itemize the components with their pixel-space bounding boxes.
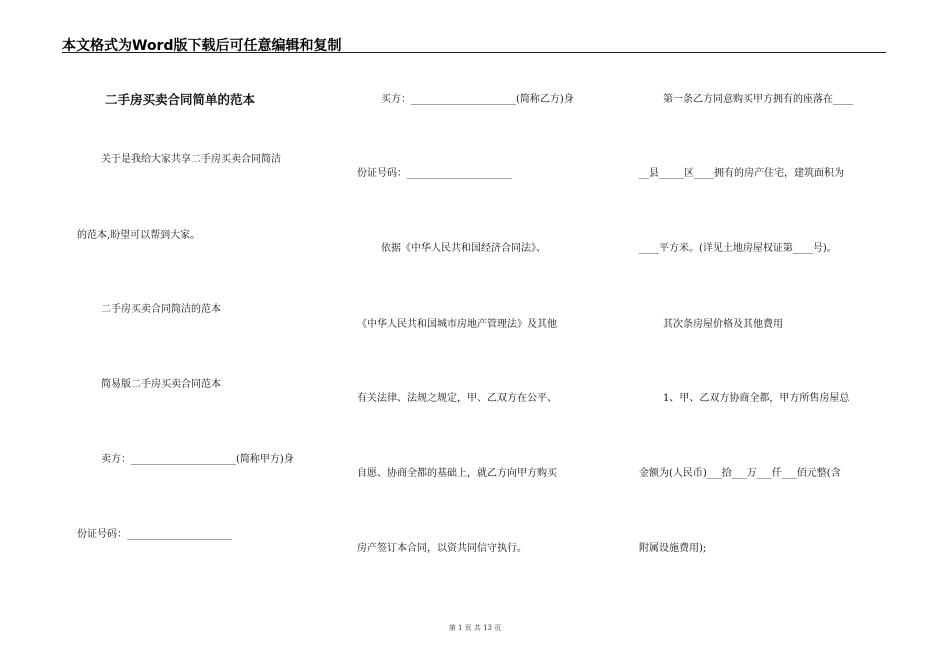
- paragraph-line: 房产签订本合同，以资共同信守执行。: [357, 543, 527, 554]
- paragraph-line: 简易版二手房买卖合同范本: [101, 379, 221, 390]
- paragraph-line: 关于是我给大家共享二手房买卖合同简洁: [101, 154, 281, 165]
- page-number: 第 1 页 共 13 页: [448, 624, 502, 632]
- paragraph-line: __县_____区____拥有的房产住宅，建筑面积为: [639, 168, 844, 179]
- seller-field: 卖方：_____________________(简称甲方)身: [101, 454, 294, 465]
- paragraph-line: 《中华人民共和国城市房地产管理法》及其他: [357, 319, 557, 330]
- column-2: [357, 0, 622, 672]
- paragraph-line: 二手房买卖合同简洁的范本: [101, 304, 221, 315]
- article-2-heading: 其次条房屋价格及其他费用: [663, 319, 783, 330]
- paragraph-line: ____平方米。(详见土地房屋权证第____号)。: [639, 243, 837, 254]
- id-number-field: 份证号码：_____________________: [357, 168, 512, 179]
- paragraph-line: 依据《中华人民共和国经济合同法》、: [381, 243, 546, 254]
- paragraph-line: 1、甲、乙双方协商全都，甲方所售房屋总: [663, 393, 850, 404]
- paragraph-line: 金额为(人民币)___拾___万___仟___佰元整(含: [639, 468, 841, 479]
- column-1: [77, 0, 342, 672]
- paragraph-line: 有关法律、法规之规定，甲、乙双方在公平、: [357, 393, 557, 404]
- buyer-field: 买方：_____________________(简称乙方)身: [381, 94, 574, 105]
- document-title: 二手房买卖合同简单的范本: [105, 92, 256, 107]
- column-3: [639, 0, 909, 672]
- paragraph-line: 自愿、协商全都的基础上，就乙方向甲方购买: [357, 468, 557, 479]
- article-1-line: 第一条乙方同意购买甲方拥有的座落在____: [663, 94, 853, 105]
- paragraph-line: 附属设施费用);: [639, 543, 707, 554]
- header-text: 本文格式为Word版下载后可任意编辑和复制: [62, 38, 342, 54]
- paragraph-line: 的范本,盼望可以帮到大家。: [77, 230, 201, 241]
- id-number-field: 份证号码：_____________________: [77, 529, 232, 540]
